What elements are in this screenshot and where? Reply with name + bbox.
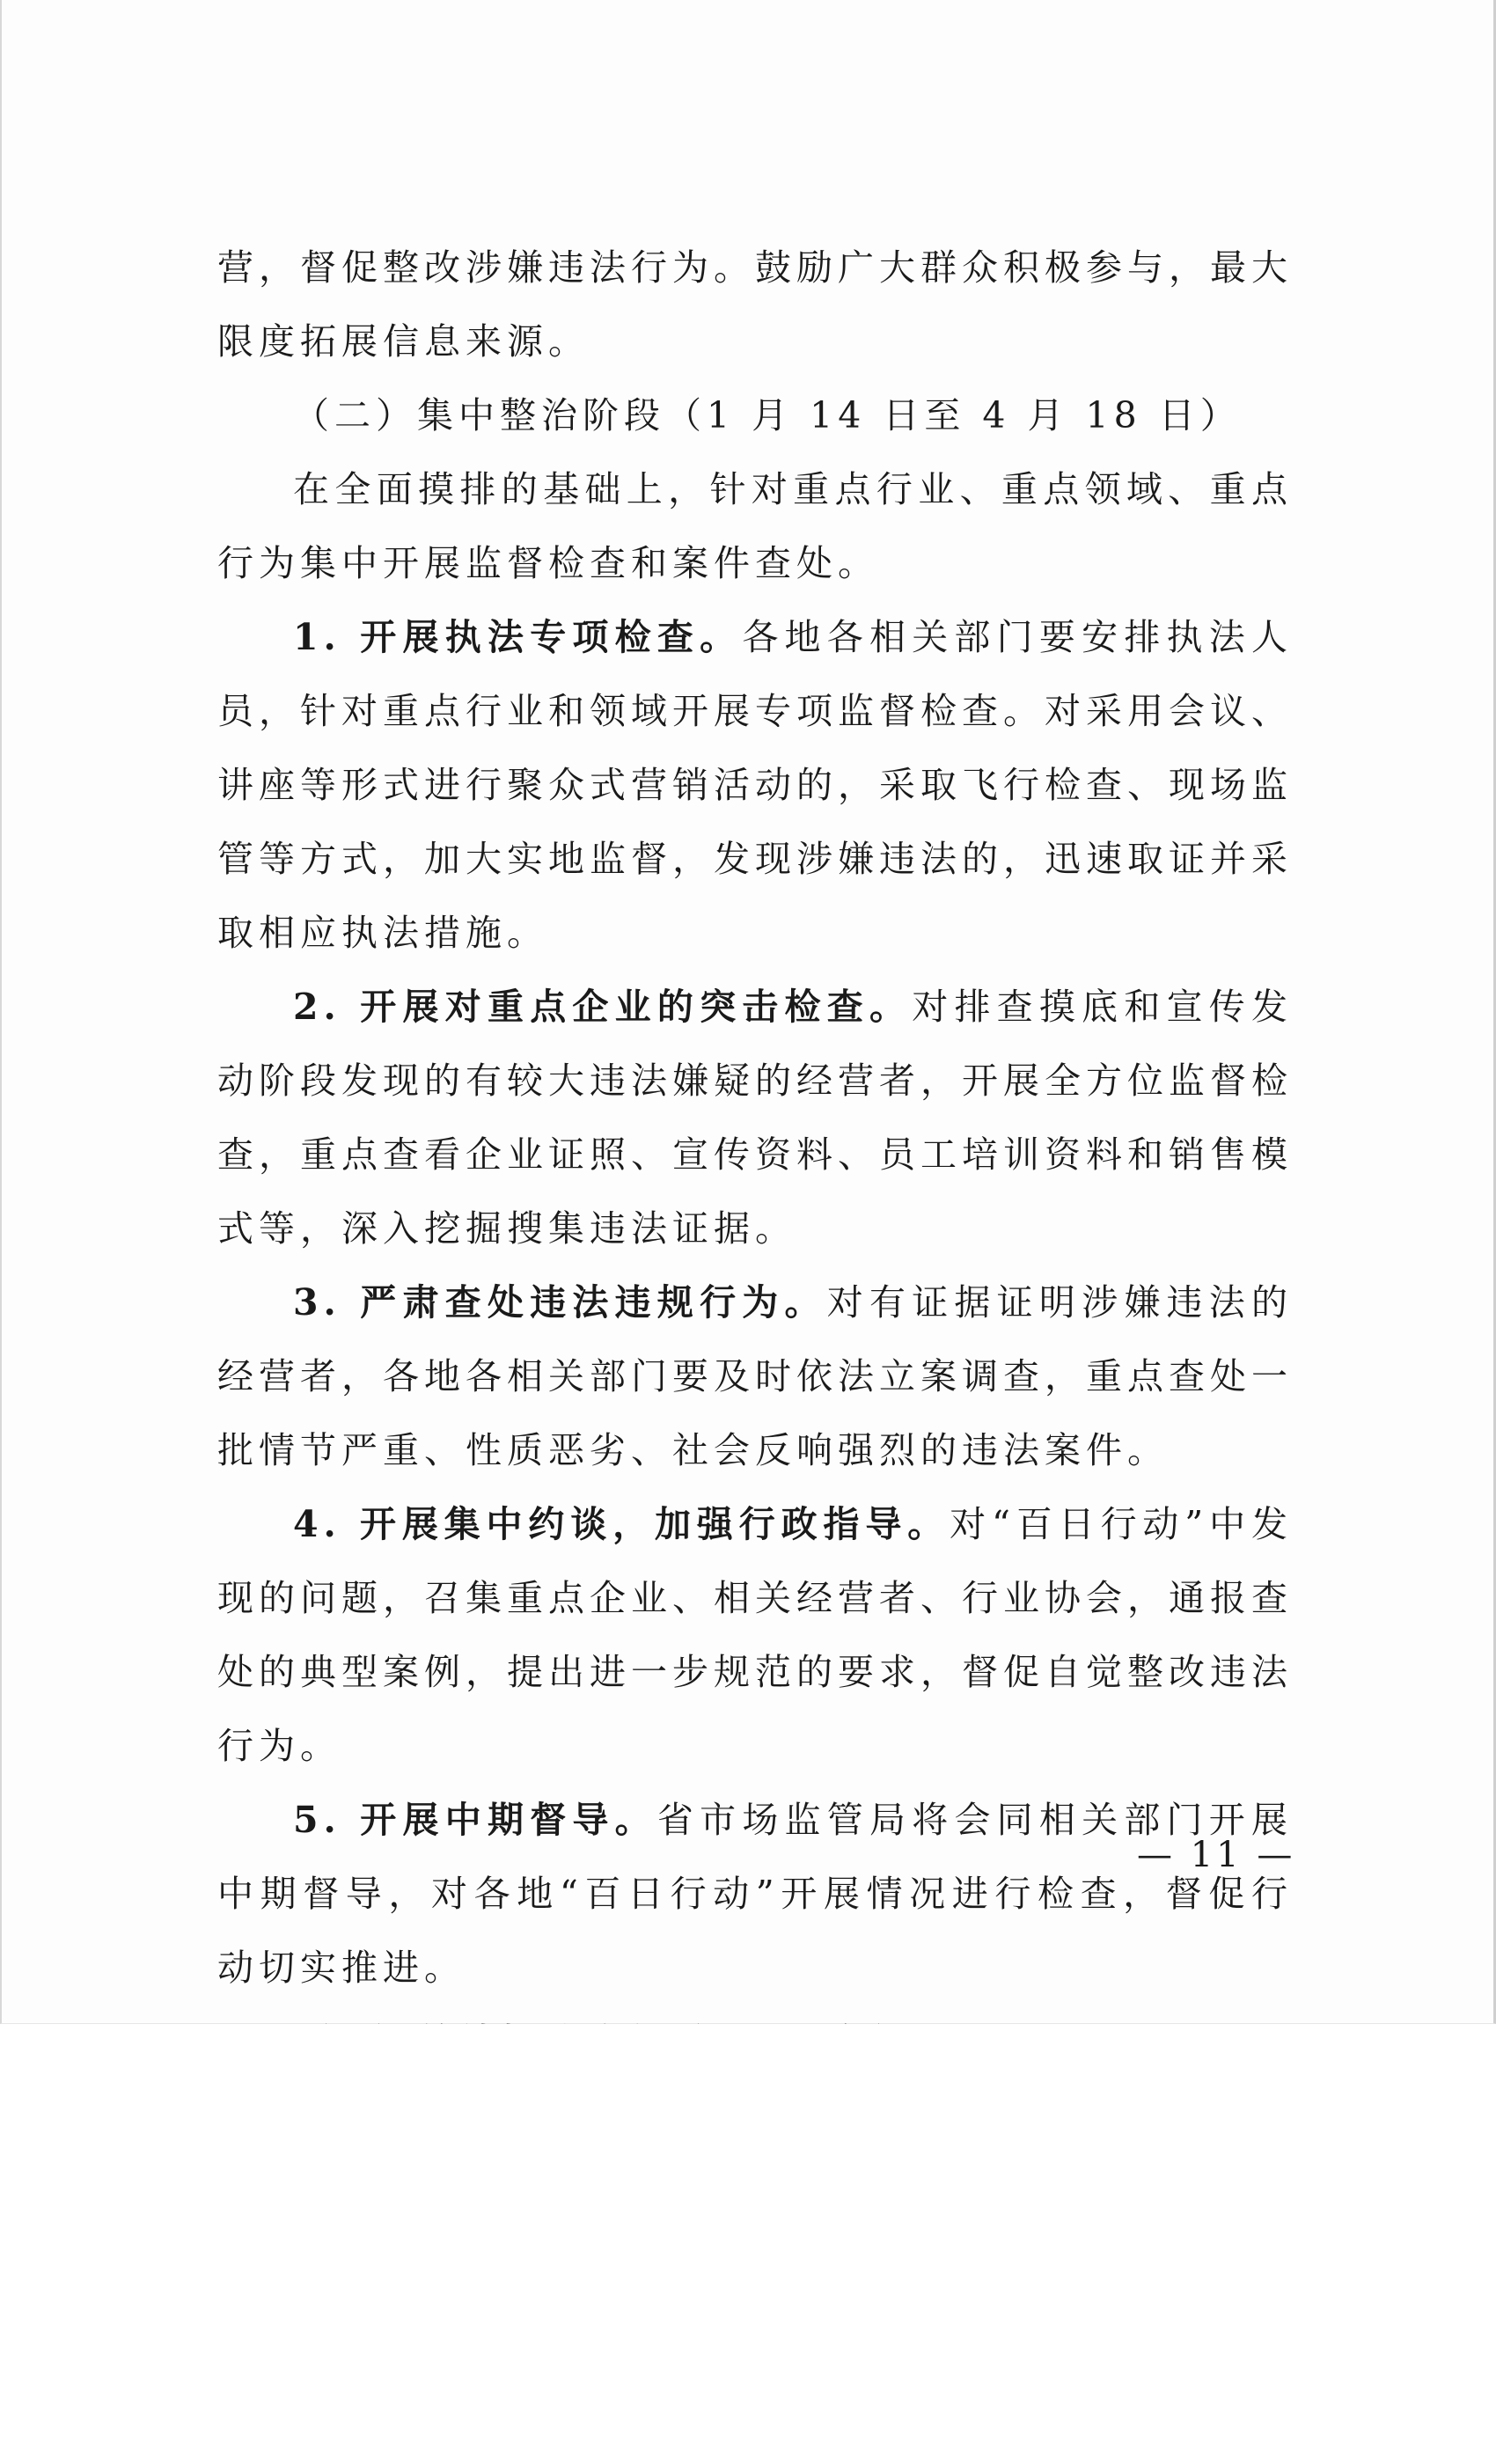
section-heading-text: （二）集中整治阶段（1 月 14 日至 4 月 18 日） [293, 394, 1242, 436]
item-lead: 1. 开展执法专项检查。 [293, 616, 743, 658]
item-lead: 3. 严肃查处违法违规行为。 [293, 1281, 827, 1324]
paragraph-text: 省市场监管局将会同相关部门开展中期督导，对各地“百日行动”开展情况进行检查，督促行动切实推进。 [217, 1799, 1294, 1989]
paragraph-item-3 [217, 1265, 1293, 1487]
paragraph-item-5 [217, 1783, 1296, 2005]
blank-margin [0, 2024, 1496, 2464]
paragraph-text: 对“百日行动”中发现的问题，召集重点企业、相关经营者、行业协会，通报查处的典型案例，提出进一步规范的要求，督促自觉整改违法行为。 [217, 1503, 1294, 1767]
paragraph-text: 在全面摸排的基础上，针对重点行业、重点领域、重点行为集中开展监督检查和案件查处。 [217, 468, 1293, 584]
paragraph-continuation [217, 231, 1293, 378]
paragraph-text: 营，督促整改涉嫌违法行为。鼓励广大群众积极参与，最大限度拓展信息来源。 [217, 246, 1293, 363]
paragraph-item-1 [217, 600, 1293, 970]
section-heading-2 [217, 378, 1293, 452]
paragraph-text: 对排查摸底和宣传发动阶段发现的有较大违法嫌疑的经营者，开展全方位监督检查，重点查看企业证照、宣传资料、员工培训资料和销售模式等，深入挖掘搜集违法证据。 [217, 986, 1294, 1250]
page-number: — 11 — [1137, 1835, 1296, 1875]
paragraph-item-4 [217, 1487, 1293, 1783]
paragraph-intro [217, 452, 1293, 600]
item-lead: 2. 开展对重点企业的突击检查。 [293, 986, 913, 1028]
paragraph-text: 对有证据证明涉嫌违法的经营者，各地各相关部门要及时依法立案调查，重点查处一批情节严重、性质恶劣、社会反响强烈的违法案件。 [217, 1281, 1294, 1471]
paragraph-text: 各地各相关部门要安排执法人员，针对重点行业和领域开展专项监督检查。对采用会议、讲座等形式进行聚众式营销活动的，采取飞行检查、现场监管等方式，加大实地监督，发现涉嫌违法的，迅速取证并采取相应执法措施。 [217, 616, 1293, 954]
document-body [217, 231, 1296, 2079]
paragraph-item-2 [217, 970, 1293, 1265]
item-lead: 4. 开展集中约谈，加强行政指导。 [293, 1503, 950, 1545]
item-lead: 5. 开展中期督导。 [293, 1799, 657, 1841]
